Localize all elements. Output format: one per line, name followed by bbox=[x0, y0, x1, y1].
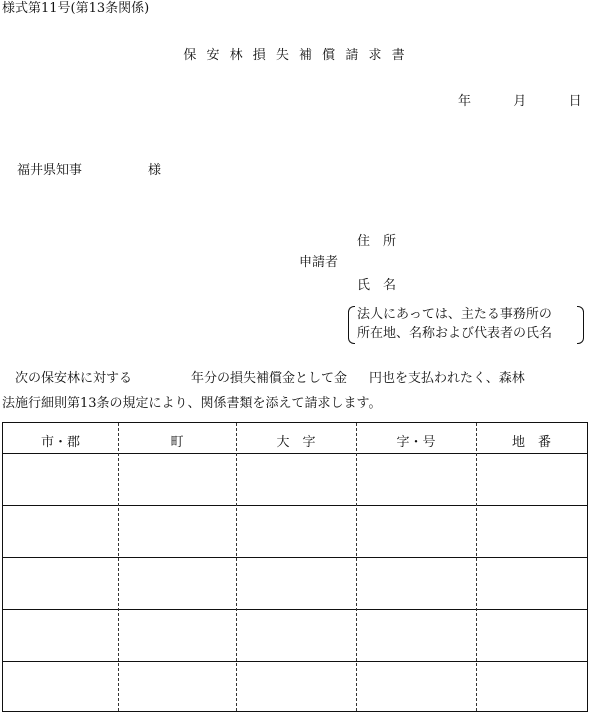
date-month-label: 月 bbox=[513, 94, 527, 109]
table-row[interactable] bbox=[3, 610, 587, 661]
corporate-note bbox=[348, 306, 584, 344]
left-bracket bbox=[348, 306, 355, 344]
applicant-label: 申請者 bbox=[299, 255, 339, 270]
right-bracket bbox=[577, 306, 584, 344]
request-text-part1: 次の保安林に対する bbox=[15, 371, 133, 386]
request-text-line2: 法施行細則第13条の規定により、関係書類を添えて請求します。 bbox=[2, 396, 382, 411]
header-lot-number: 地 番 bbox=[511, 435, 551, 450]
request-text-part2: 年分の損失補償金として金 bbox=[191, 371, 348, 386]
address-label: 住 所 bbox=[357, 234, 397, 249]
header-oaza: 大 字 bbox=[276, 435, 316, 450]
form-number: 様式第11号(第13条関係) bbox=[2, 1, 150, 16]
corporate-note-line1: 法人にあっては、主たる事務所の bbox=[357, 307, 552, 322]
addressee-honorific: 様 bbox=[148, 163, 162, 178]
name-label: 氏 名 bbox=[357, 278, 397, 293]
header-city-county: 市・郡 bbox=[40, 435, 80, 450]
corporate-note-line2: 所在地、名称および代表者の氏名 bbox=[357, 326, 553, 341]
table-row[interactable] bbox=[3, 662, 587, 711]
document-title: 保 安 林 損 失 補 償 請 求 書 bbox=[183, 48, 408, 63]
request-text-line1 bbox=[15, 372, 525, 385]
addressee-name: 福井県知事 bbox=[17, 163, 83, 178]
table-row[interactable] bbox=[3, 558, 587, 609]
header-aza-number: 字・号 bbox=[396, 435, 436, 450]
header-town: 町 bbox=[170, 435, 184, 450]
date-year-label: 年 bbox=[458, 94, 472, 109]
land-table bbox=[2, 422, 588, 712]
request-text-part3: 円也を支払われたく、森林 bbox=[369, 371, 525, 386]
table-row[interactable] bbox=[3, 506, 587, 557]
table-row[interactable] bbox=[3, 454, 587, 505]
date-line bbox=[458, 95, 582, 108]
date-day-label: 日 bbox=[568, 94, 582, 109]
